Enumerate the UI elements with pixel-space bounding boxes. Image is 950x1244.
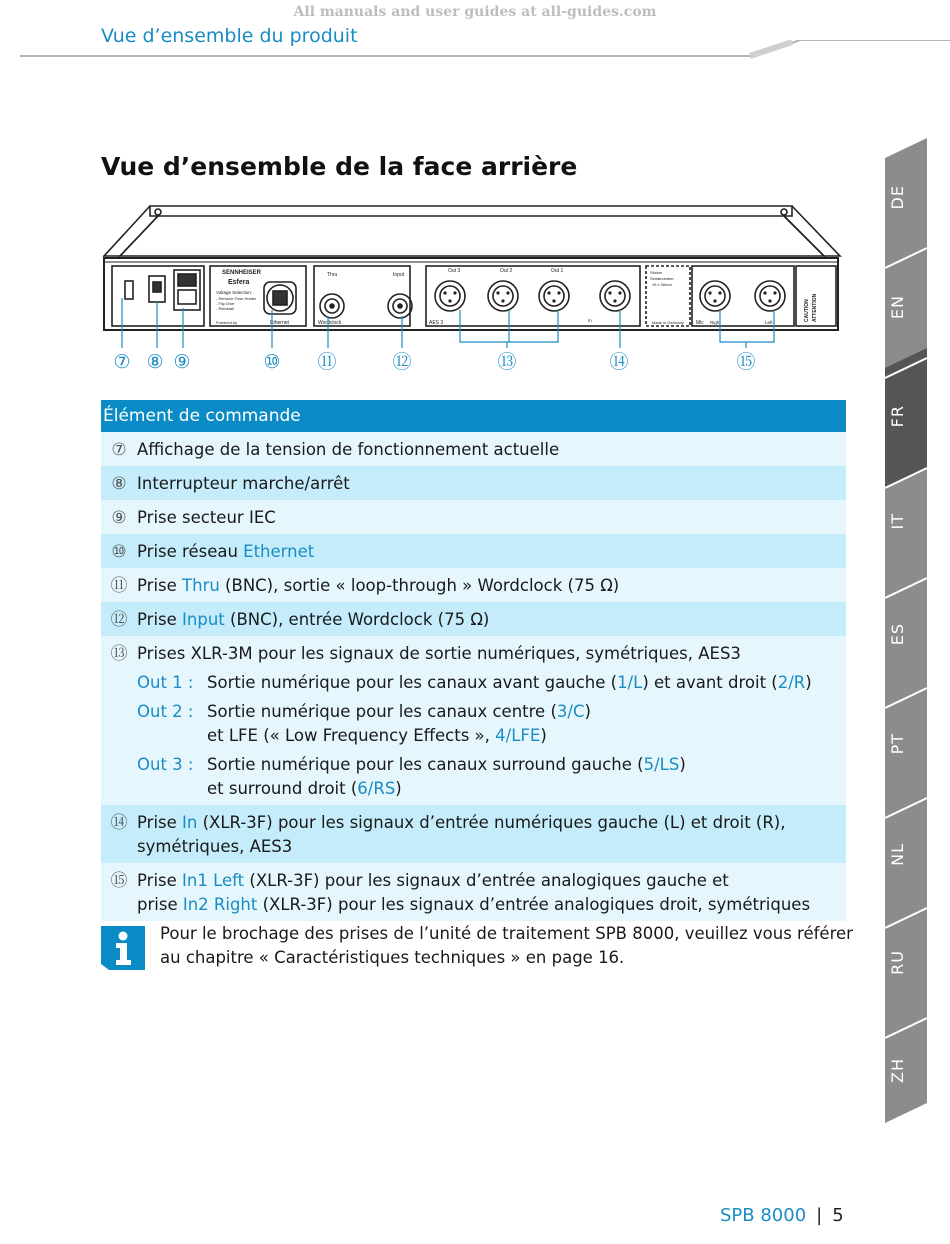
table-row xyxy=(101,863,846,921)
row-text xyxy=(137,863,846,921)
watermark: All manuals and user guides at all-guides.com xyxy=(293,4,657,20)
sub-label: Out 1 : xyxy=(137,673,194,692)
row-number: ⑨ xyxy=(101,500,137,534)
row-text-post: (XLR-3F) pour les signaux d’entrée numériques gauche (L) et droit (R), xyxy=(197,813,786,832)
row-text xyxy=(137,534,846,568)
device-voltage-step-2: - Flip Over xyxy=(216,301,235,306)
device-attention: ATTENTION xyxy=(812,293,818,322)
tab-nl[interactable]: NL xyxy=(888,843,907,866)
device-label-out3: Out 3 xyxy=(448,268,461,274)
device-label-left: Left xyxy=(765,320,773,325)
row-number: ⑦ xyxy=(101,432,137,466)
tab-zh[interactable]: ZH xyxy=(888,1058,907,1083)
table-row xyxy=(101,500,846,534)
callout-7: ⑦ xyxy=(113,351,131,373)
tab-pt[interactable]: PT xyxy=(888,733,907,755)
row-number: ⑬ xyxy=(101,636,137,805)
device-label-input: Input xyxy=(393,272,405,278)
rear-panel-illustration xyxy=(100,198,845,378)
table-row xyxy=(101,432,846,466)
sub-label: Out 2 : xyxy=(137,702,194,721)
row-term-ethernet: Ethernet xyxy=(243,542,315,561)
row-text xyxy=(137,805,846,863)
row-number: ⑮ xyxy=(101,863,137,921)
device-voltage-step-3: - Reinstall xyxy=(216,306,234,311)
header-rule xyxy=(0,40,950,70)
table-row xyxy=(101,602,846,636)
row-term-in2-right: In2 Right xyxy=(182,895,258,914)
sub-text: Sortie numérique pour les canaux centre (3/C) et LFE (« Low Frequency Effects », 4/LFE) xyxy=(207,702,591,745)
info-icon xyxy=(101,926,145,970)
row-text-pre: Prise xyxy=(137,871,183,890)
device-made-in: Made in Germany xyxy=(652,320,684,325)
tab-es[interactable]: ES xyxy=(888,623,907,646)
footer xyxy=(720,1205,844,1226)
row-number: ⑭ xyxy=(101,805,137,863)
row-text-pre: Prise xyxy=(137,610,183,629)
callout-13: ⑬ xyxy=(497,351,517,373)
callout-8: ⑧ xyxy=(146,351,164,373)
callout-9: ⑨ xyxy=(173,351,191,373)
row-text xyxy=(137,602,846,636)
device-voltage-title: Voltage Selection: xyxy=(216,290,253,295)
device-sticker-2: Serialnumber xyxy=(650,276,674,281)
table-row xyxy=(101,805,846,863)
row-text-pre: Prise xyxy=(137,813,183,832)
info-note xyxy=(160,922,860,970)
row-number: ⑧ xyxy=(101,466,137,500)
device-label-aes3: AES 3 xyxy=(429,320,444,326)
device-label-in: In xyxy=(588,318,592,323)
sub-item-out1 xyxy=(137,671,846,695)
footer-model: SPB 8000 xyxy=(720,1205,807,1226)
device-label-mic: Mic xyxy=(696,320,704,326)
table-row xyxy=(101,568,846,602)
tab-de[interactable]: DE xyxy=(888,185,907,210)
device-sticker-1: Sticker xyxy=(650,270,663,275)
sub-item-out2 xyxy=(137,700,846,748)
row-text: Prise secteur IEC xyxy=(137,500,846,534)
row-term-in1-left: In1 Left xyxy=(182,871,245,890)
device-powered-by: Powered by xyxy=(216,320,238,325)
row-text-line2-post: (XLR-3F) pour les signaux d’entrée analogiques droit, symétriques xyxy=(257,895,811,914)
device-caution: CAUTION xyxy=(804,299,810,322)
row-text-main: Prises XLR-3M pour les signaux de sortie numériques, symétriques, AES3 xyxy=(137,644,741,663)
row-number: ⑫ xyxy=(101,602,137,636)
device-brand: SENNHEISER xyxy=(222,270,262,276)
callout-14: ⑭ xyxy=(609,351,629,373)
device-voltage-step-1: - Remove Fuse Holder xyxy=(216,296,257,301)
info-line-2: au chapitre « Caractéristiques techniques » en page 16. xyxy=(160,948,625,967)
header-title: Vue d’ensemble du produit xyxy=(101,25,358,47)
row-text-line2-pre: prise xyxy=(137,895,183,914)
row-text-line2: symétriques, AES3 xyxy=(137,837,293,856)
row-text-post: (BNC), entrée Wordclock (75 Ω) xyxy=(224,610,490,629)
callout-11: ⑪ xyxy=(317,351,337,373)
table-row xyxy=(101,636,846,805)
page-title: Vue d’ensemble de la face arrière xyxy=(101,152,578,181)
device-model: Esfera xyxy=(228,279,250,286)
row-text-pre: Prise xyxy=(137,576,183,595)
device-label-thru: Thru xyxy=(327,272,338,278)
callout-15: ⑮ xyxy=(736,351,756,373)
device-label-out1: Out 1 xyxy=(551,268,564,274)
tab-en[interactable]: EN xyxy=(888,295,907,320)
tab-fr[interactable]: FR xyxy=(888,405,907,428)
page-number: 5 xyxy=(832,1205,844,1226)
tab-ru[interactable]: RU xyxy=(888,950,907,975)
table-row xyxy=(101,466,846,500)
row-text-post: (XLR-3F) pour les signaux d’entrée analogiques gauche et xyxy=(244,871,729,890)
callout-10: ⑩ xyxy=(263,351,281,373)
sub-text: Sortie numérique pour les canaux avant gauche (1/L) et avant droit (2/R) xyxy=(207,673,812,692)
info-line-1: Pour le brochage des prises de l’unité de traitement SPB 8000, veuillez vous référer xyxy=(160,924,853,943)
sub-text: Sortie numérique pour les canaux surround gauche (5/LS) et surround droit (6/RS) xyxy=(207,755,686,798)
row-text xyxy=(137,568,846,602)
row-text: Interrupteur marche/arrêt xyxy=(137,466,846,500)
device-label-out2: Out 2 xyxy=(500,268,513,274)
row-text xyxy=(137,636,846,805)
row-text: Affichage de la tension de fonctionnement actuelle xyxy=(137,432,846,466)
tab-it[interactable]: IT xyxy=(888,513,907,530)
row-term-thru: Thru xyxy=(182,576,220,595)
footer-separator: | xyxy=(816,1205,823,1226)
row-text-pre: Prise réseau xyxy=(137,542,244,561)
table-row xyxy=(101,534,846,568)
device-sticker-3: 15 x 30mm xyxy=(652,282,672,287)
row-term-in: In xyxy=(182,813,198,832)
row-text-post: (BNC), sortie « loop-through » Wordclock (75 Ω) xyxy=(219,576,620,595)
device-label-ethernet: Ethernet xyxy=(270,320,289,326)
device-label-right: Right xyxy=(710,320,721,325)
callout-12: ⑫ xyxy=(392,351,412,373)
device-label-wordclock: Wordclock xyxy=(318,320,342,326)
table-header: Élément de commande xyxy=(101,400,846,432)
row-number: ⑪ xyxy=(101,568,137,602)
row-number: ⑩ xyxy=(101,534,137,568)
sub-item-out3 xyxy=(137,753,846,801)
row-term-input: Input xyxy=(182,610,225,629)
control-elements-table xyxy=(101,400,846,921)
sub-label: Out 3 : xyxy=(137,755,194,774)
